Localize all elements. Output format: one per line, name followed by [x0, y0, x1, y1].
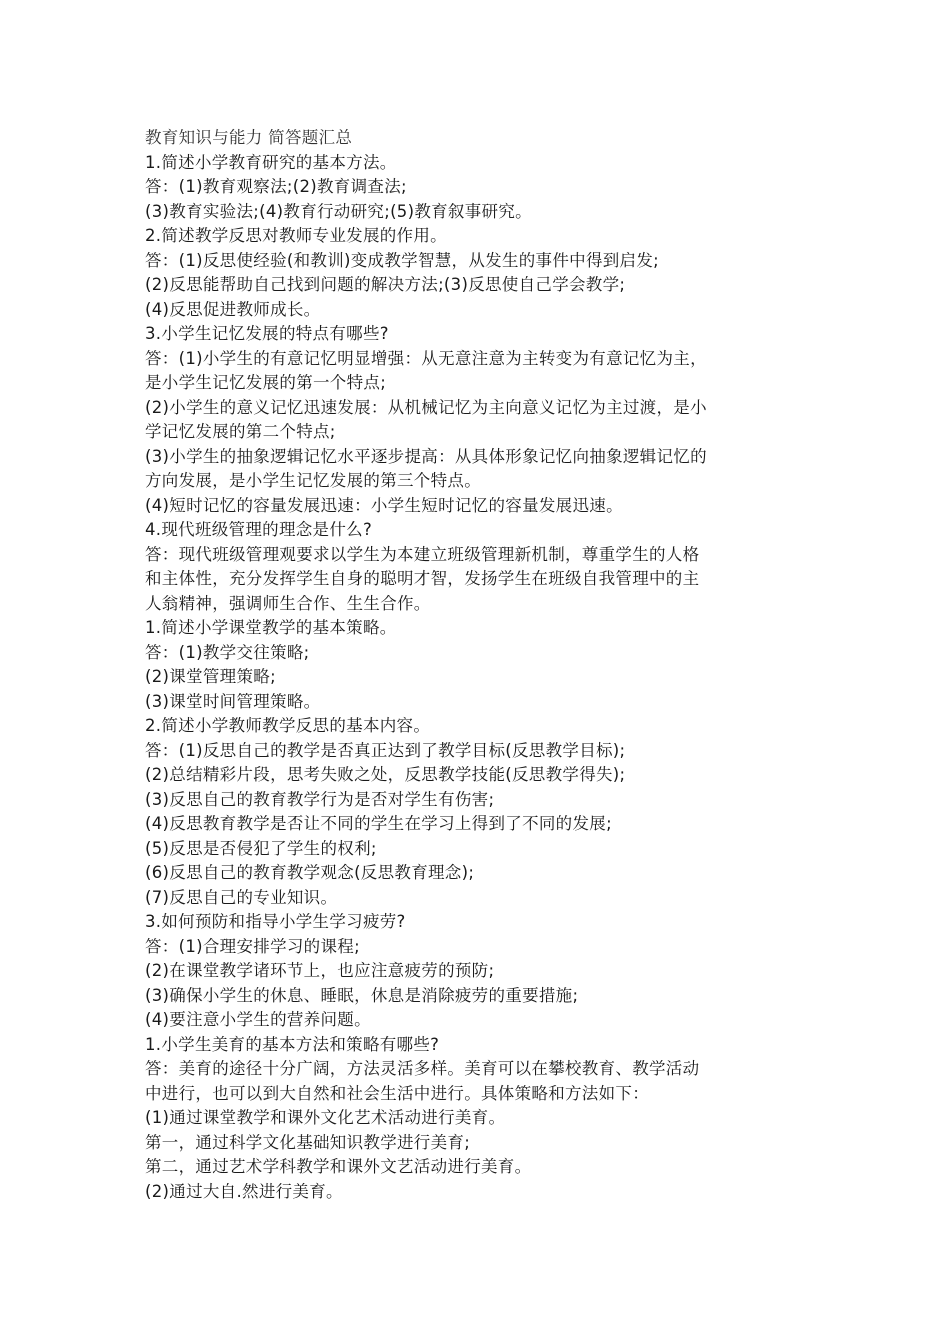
text-line: 答：现代班级管理观要求以学生为本建立班级管理新机制，尊重学生的人格 [145, 544, 700, 564]
text-line: (2)在课堂教学诸环节上，也应注意疲劳的预防; [145, 961, 495, 980]
text-line: (2)课堂管理策略; [145, 667, 276, 686]
text-line: (3)小学生的抽象逻辑记忆水平逐步提高：从具体形象记忆向抽象逻辑记忆的 [145, 446, 707, 466]
text-line: 1.简述小学教育研究的基本方法。 [145, 152, 397, 172]
document-page [145, 126, 815, 1204]
text-line: 3.小学生记忆发展的特点有哪些? [145, 324, 389, 343]
text-line: 答：美育的途径十分广阔，方法灵活多样。美育可以在攀校教育、教学活动 [145, 1059, 700, 1078]
text-line: (2)总结精彩片段，思考失败之处，反思教学技能(反思教学得失); [145, 765, 626, 784]
text-line: 答：(1)教学交往策略; [145, 642, 310, 662]
text-line: 是小学生记忆发展的第一个特点; [145, 373, 387, 392]
text-line: 第一，通过科学文化基础知识教学进行美育; [145, 1132, 471, 1152]
document-title: 教育知识与能力 简答题汇总 [145, 128, 353, 147]
text-line: 答：(1)反思使经验(和教训)变成教学智慧，从发生的事件中得到启发; [145, 250, 660, 270]
text-line: (4)短时记忆的容量发展迅速：小学生短时记忆的容量发展迅速。 [145, 495, 623, 515]
text-line: 2.简述教学反思对教师专业发展的作用。 [145, 226, 447, 245]
text-line: 和主体性，充分发挥学生自身的聪明才智，发扬学生在班级自我管理中的主 [145, 569, 700, 588]
text-line: (3)反思自己的教育教学行为是否对学生有伤害; [145, 789, 495, 809]
text-line: 答：(1)小学生的有意记忆明显增强：从无意注意为主转变为有意记忆为主， [145, 348, 707, 368]
text-line: (1)通过课堂教学和课外文化艺术活动进行美育。 [145, 1108, 506, 1127]
text-line: 1.简述小学课堂教学的基本策略。 [145, 618, 397, 637]
text-line: 方向发展，是小学生记忆发展的第三个特点。 [145, 471, 481, 490]
text-line: (2)通过大自.然进行美育。 [145, 1181, 343, 1201]
text-line: 答：(1)反思自己的教学是否真正达到了教学目标(反思教学目标); [145, 740, 626, 760]
text-line: 第二，通过艺术学科教学和课外文艺活动进行美育。 [145, 1157, 532, 1176]
text-line: (2)反思能帮助自己找到问题的解决方法;(3)反思使自己学会教学; [145, 275, 626, 294]
text-line: (4)反思教育教学是否让不同的学生在学习上得到了不同的发展; [145, 814, 612, 833]
text-line: (4)要注意小学生的营养问题。 [145, 1010, 371, 1029]
text-line: 中进行，也可以到大自然和社会生活中进行。具体策略和方法如下： [145, 1083, 649, 1103]
text-line: 答：(1)合理安排学习的课程; [145, 936, 360, 956]
text-line: (3)确保小学生的休息、睡眠，休息是消除疲劳的重要措施; [145, 985, 579, 1005]
text-line: 人翁精神，强调师生合作、生生合作。 [145, 593, 431, 613]
text-line: 答：(1)教育观察法;(2)教育调查法; [145, 177, 407, 196]
text-line: (2)小学生的意义记忆迅速发展：从机械记忆为主向意义记忆为主过渡，是小 [145, 397, 707, 417]
text-line: (3)课堂时间管理策略。 [145, 691, 321, 711]
text-line: 3.如何预防和指导小学生学习疲劳? [145, 912, 406, 931]
text-line: 4.现代班级管理的理念是什么? [145, 520, 373, 539]
text-line: 学记忆发展的第二个特点; [145, 422, 336, 441]
text-line: 1.小学生美育的基本方法和策略有哪些? [145, 1034, 440, 1054]
text-line: (5)反思是否侵犯了学生的权利; [145, 838, 377, 858]
text-line: 2.简述小学教师教学反思的基本内容。 [145, 716, 431, 735]
text-line: (4)反思促进教师成长。 [145, 299, 321, 319]
document-body [145, 151, 815, 1205]
text-line: (7)反思自己的专业知识。 [145, 887, 338, 907]
text-line: (6)反思自己的教育教学观念(反思教育理念); [145, 863, 475, 882]
text-line: (3)教育实验法;(4)教育行动研究;(5)教育叙事研究。 [145, 201, 532, 221]
